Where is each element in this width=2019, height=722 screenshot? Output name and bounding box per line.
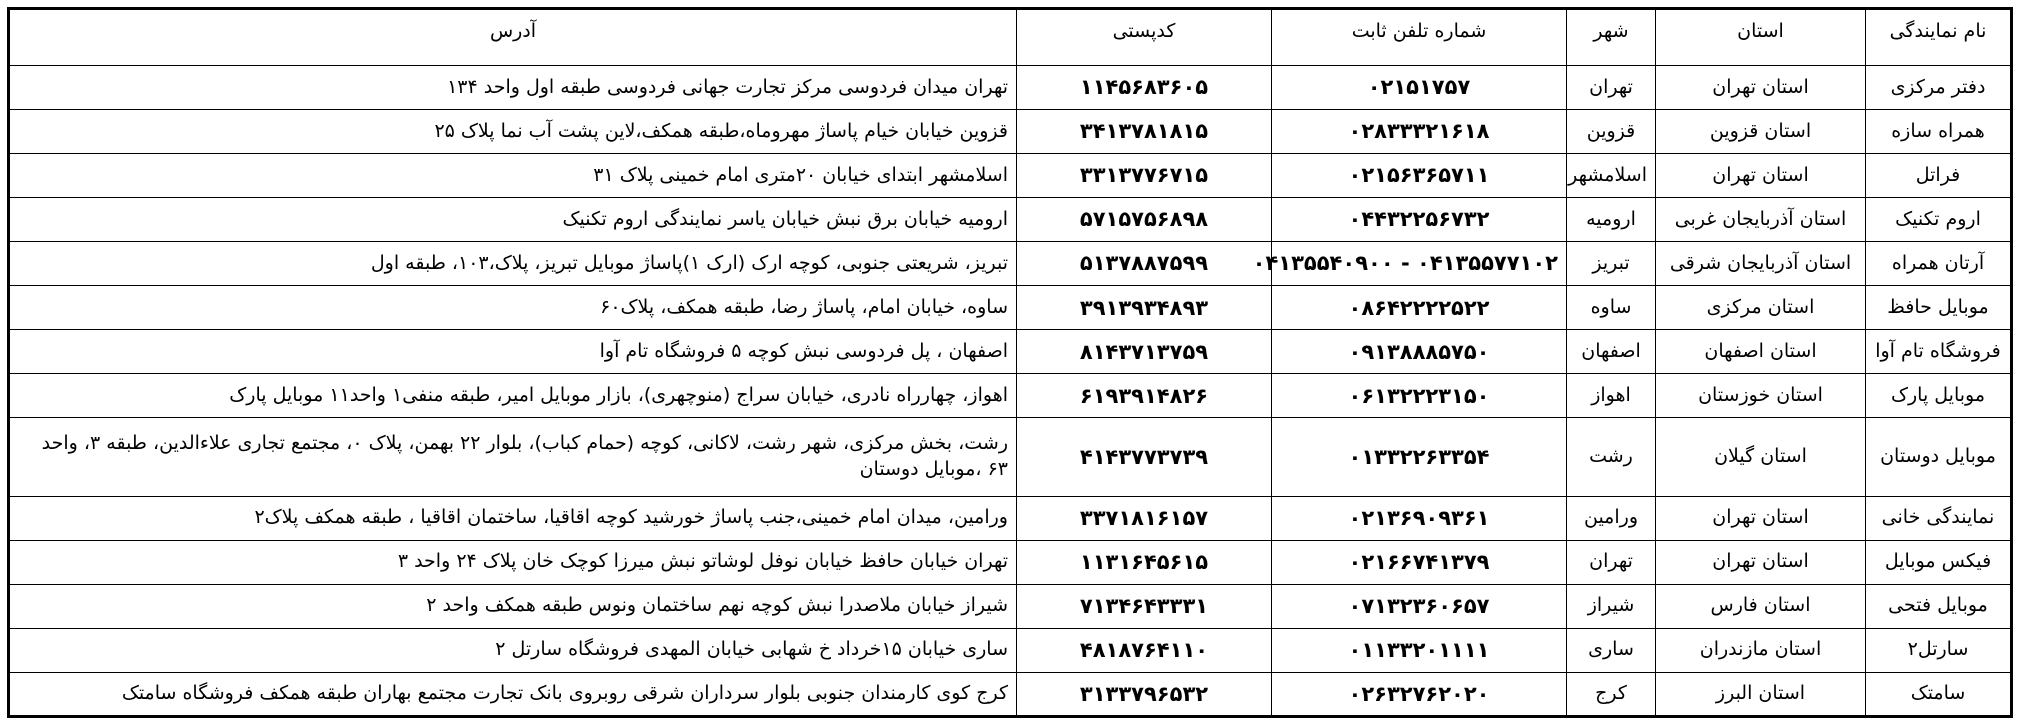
table-row: [9, 330, 2012, 374]
table-row: [9, 110, 2012, 154]
cell-name: نمایندگی خانی: [1866, 496, 2012, 540]
cell-province: استان تهران: [1656, 496, 1866, 540]
cell-postal-code: ۳۳۷۱۸۱۶۱۵۷: [1017, 496, 1272, 540]
cell-province: استان تهران: [1656, 154, 1866, 198]
cell-province: استان آذربایجان غربی: [1656, 198, 1866, 242]
table-row: [9, 198, 2012, 242]
header-phone: شماره تلفن ثابت: [1272, 9, 1567, 66]
cell-city: اهواز: [1567, 374, 1656, 418]
table-row: [9, 628, 2012, 672]
cell-postal-code: ۴۱۴۳۷۷۳۷۳۹: [1017, 418, 1272, 496]
table-row: [9, 374, 2012, 418]
cell-phone: ۰۲۱۳۶۹۰۹۳۶۱: [1272, 496, 1567, 540]
cell-city: اصفهان: [1567, 330, 1656, 374]
cell-postal-code: ۴۸۱۸۷۶۴۱۱۰: [1017, 628, 1272, 672]
cell-province: استان آذربایجان شرقی: [1656, 242, 1866, 286]
cell-address: کرج کوی کارمندان جنوبی بلوار سرداران شرقی روبروی بانک تجارت مجتمع بهاران طبقه همکف فروشگاه سامتک: [9, 672, 1017, 716]
cell-province: استان اصفهان: [1656, 330, 1866, 374]
cell-postal-code: ۳۳۱۳۷۷۶۷۱۵: [1017, 154, 1272, 198]
cell-name: سامتک: [1866, 672, 2012, 716]
cell-address: ساوه، خیابان امام، پاساژ رضا، طبقه همکف، پلاک۶۰: [9, 286, 1017, 330]
table-row: [9, 154, 2012, 198]
cell-phone: ۰۱۱۳۳۲۰۱۱۱۱: [1272, 628, 1567, 672]
header-name: نام نمایندگی: [1866, 9, 2012, 66]
cell-phone: ۰۴۱۳۵۵۷۷۱۰۲ - ۰۴۱۳۵۵۴۰۹۰۰: [1272, 242, 1567, 286]
cell-province: استان مازندران: [1656, 628, 1866, 672]
cell-address: ساری خیابان ۱۵خرداد خ شهابی خیابان المهدی فروشگاه سارتل ۲: [9, 628, 1017, 672]
cell-city: تهران: [1567, 66, 1656, 110]
cell-city: تبریز: [1567, 242, 1656, 286]
cell-province: استان تهران: [1656, 66, 1866, 110]
cell-name: سارتل۲: [1866, 628, 2012, 672]
table-row: [9, 584, 2012, 628]
cell-address: تهران میدان فردوسی مرکز تجارت جهانی فردوسی طبقه اول واحد ۱۳۴: [9, 66, 1017, 110]
cell-name: همراه سازه: [1866, 110, 2012, 154]
cell-name: فیکس موبایل: [1866, 540, 2012, 584]
cell-postal-code: ۱۱۴۵۶۸۳۶۰۵: [1017, 66, 1272, 110]
cell-postal-code: ۷۱۳۴۶۴۳۳۳۱: [1017, 584, 1272, 628]
cell-phone: ۰۱۳۳۲۲۶۳۳۵۴: [1272, 418, 1567, 496]
cell-province: استان گیلان: [1656, 418, 1866, 496]
cell-name: موبایل فتحی: [1866, 584, 2012, 628]
header-province: استان: [1656, 9, 1866, 66]
dealers-table: [7, 7, 2013, 718]
cell-phone: ۰۶۱۳۲۲۲۳۱۵۰: [1272, 374, 1567, 418]
cell-city: ورامین: [1567, 496, 1656, 540]
cell-province: استان فارس: [1656, 584, 1866, 628]
cell-phone: ۰۲۶۳۲۷۶۲۰۲۰: [1272, 672, 1567, 716]
cell-postal-code: ۳۱۳۳۷۹۶۵۳۲: [1017, 672, 1272, 716]
cell-postal-code: ۱۱۳۱۶۴۵۶۱۵: [1017, 540, 1272, 584]
cell-city: ارومیه: [1567, 198, 1656, 242]
table-header: [9, 9, 2012, 66]
table-row: [9, 286, 2012, 330]
cell-name: اروم تکنیک: [1866, 198, 2012, 242]
cell-name: فروشگاه تام آوا: [1866, 330, 2012, 374]
cell-postal-code: ۳۹۱۳۹۳۴۸۹۳: [1017, 286, 1272, 330]
cell-province: استان مرکزی: [1656, 286, 1866, 330]
cell-address: اسلامشهر ابتدای خیابان ۲۰متری امام خمینی پلاک ۳۱: [9, 154, 1017, 198]
table-row: [9, 66, 2012, 110]
cell-phone: ۰۹۱۳۸۸۸۵۷۵۰: [1272, 330, 1567, 374]
cell-city: رشت: [1567, 418, 1656, 496]
cell-name: دفتر مرکزی: [1866, 66, 2012, 110]
cell-postal-code: ۵۷۱۵۷۵۶۸۹۸: [1017, 198, 1272, 242]
header-row: [9, 9, 2012, 66]
cell-address: ورامین، میدان امام خمینی،جنب پاساژ خورشید کوچه اقاقیا، ساختمان اقاقیا ، طبقه همکف پلاک۲: [9, 496, 1017, 540]
cell-address: تهران خیابان حافظ خیابان نوفل لوشاتو نبش میرزا کوچک خان پلاک ۲۴ واحد ۳: [9, 540, 1017, 584]
cell-name: فراتل: [1866, 154, 2012, 198]
cell-city: ساوه: [1567, 286, 1656, 330]
cell-city: شیراز: [1567, 584, 1656, 628]
cell-address: قزوین خیابان خیام پاساژ مهروماه،طبقه همکف،لاین پشت آب نما پلاک ۲۵: [9, 110, 1017, 154]
cell-name: موبایل حافظ: [1866, 286, 2012, 330]
cell-phone: ۰۲۱۶۶۷۴۱۳۷۹: [1272, 540, 1567, 584]
cell-city: اسلامشهر: [1567, 154, 1656, 198]
cell-province: استان البرز: [1656, 672, 1866, 716]
cell-name: موبایل پارک: [1866, 374, 2012, 418]
table-row: [9, 242, 2012, 286]
cell-phone: ۰۸۶۴۲۲۲۲۵۲۲: [1272, 286, 1567, 330]
cell-address: اصفهان ، پل فردوسی نبش کوچه ۵ فروشگاه تام آوا: [9, 330, 1017, 374]
cell-name: آرتان همراه: [1866, 242, 2012, 286]
cell-address: ارومیه خیابان برق نبش خیابان یاسر نمایندگی اروم تکنیک: [9, 198, 1017, 242]
cell-address: تبریز، شریعتی جنوبی، کوچه ارک (ارک ۱)پاساژ موبایل تبریز، پلاک،۱۰۳، طبقه اول: [9, 242, 1017, 286]
cell-province: استان خوزستان: [1656, 374, 1866, 418]
cell-city: کرج: [1567, 672, 1656, 716]
header-postal-code: کدپستی: [1017, 9, 1272, 66]
cell-phone: ۰۷۱۳۲۳۶۰۶۵۷: [1272, 584, 1567, 628]
cell-address: شیراز خیابان ملاصدرا نبش کوچه نهم ساختمان ونوس طبقه همکف واحد ۲: [9, 584, 1017, 628]
cell-postal-code: ۵۱۳۷۸۸۷۵۹۹: [1017, 242, 1272, 286]
table-row: [9, 418, 2012, 496]
table-row: [9, 540, 2012, 584]
cell-phone: ۰۴۴۳۲۲۵۶۷۳۲: [1272, 198, 1567, 242]
header-address: آدرس: [9, 9, 1017, 66]
cell-name: موبایل دوستان: [1866, 418, 2012, 496]
cell-province: استان تهران: [1656, 540, 1866, 584]
cell-phone: ۰۲۸۳۳۳۲۱۶۱۸: [1272, 110, 1567, 154]
cell-city: قزوین: [1567, 110, 1656, 154]
cell-phone: ۰۲۱۵۶۳۶۵۷۱۱: [1272, 154, 1567, 198]
header-city: شهر: [1567, 9, 1656, 66]
cell-city: ساری: [1567, 628, 1656, 672]
cell-postal-code: ۸۱۴۳۷۱۳۷۵۹: [1017, 330, 1272, 374]
cell-address: اهواز، چهارراه نادری، خیابان سراج (منوچهری)، بازار موبایل امیر، طبقه منفی۱ واحد۱۱ موبایل پارک: [9, 374, 1017, 418]
cell-province: استان قزوین: [1656, 110, 1866, 154]
cell-phone: ۰۲۱۵۱۷۵۷: [1272, 66, 1567, 110]
cell-city: تهران: [1567, 540, 1656, 584]
cell-postal-code: ۶۱۹۳۹۱۴۸۲۶: [1017, 374, 1272, 418]
table-body: [9, 66, 2012, 717]
table-row: [9, 672, 2012, 716]
cell-address: رشت، بخش مرکزی، شهر رشت، لاکانی، کوچه (حمام کباب)، بلوار ۲۲ بهمن، پلاک ۰، مجتمع تجاری علاءالدین، طبقه ۳، واحد ۶۳ ،موبایل دوستان: [9, 418, 1017, 496]
table-row: [9, 496, 2012, 540]
cell-postal-code: ۳۴۱۳۷۸۱۸۱۵: [1017, 110, 1272, 154]
